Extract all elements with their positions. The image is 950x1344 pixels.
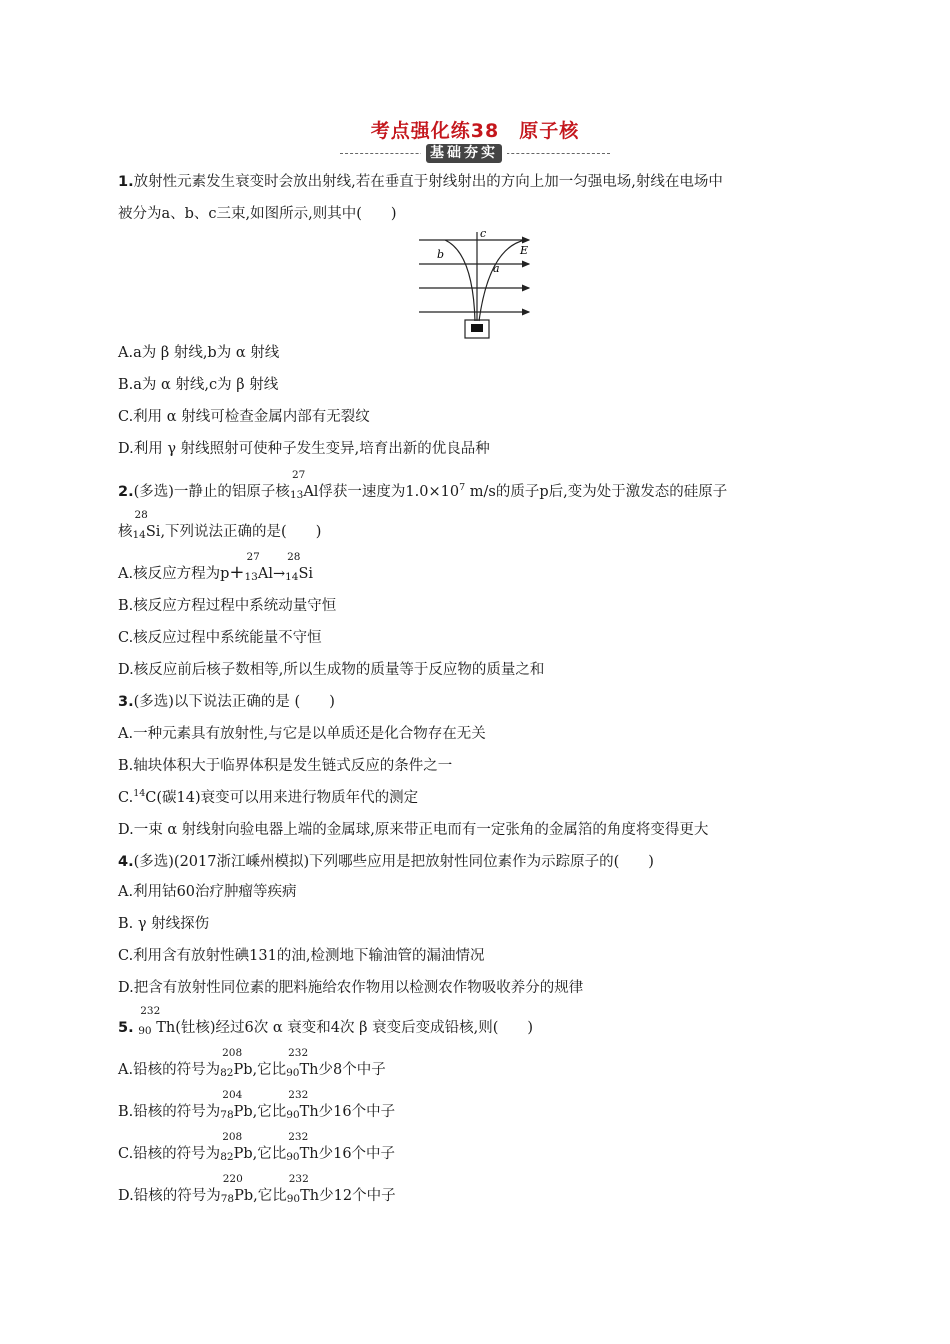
q1-option-c: C.利用 α 射线可检查金属内部有无裂纹 bbox=[118, 409, 370, 425]
section-badge: 基础夯实 bbox=[421, 144, 507, 163]
question-3: 3.(多选)以下说法正确的是 ( ) bbox=[118, 694, 335, 710]
q2-option-b: B.核反应方程过程中系统动量守恒 bbox=[118, 598, 337, 614]
label-b: b bbox=[437, 248, 445, 261]
q1-option-d: D.利用 γ 射线照射可使种子发生变异,培育出新的优良品种 bbox=[118, 441, 490, 457]
q5-option-a: A.铅核的符号为 208 82Pb,它比 232 90Th少8个中子 bbox=[118, 1047, 386, 1079]
question-number: 1. bbox=[118, 174, 134, 190]
q4-option-c: C.利用含有放射性碘131的油,检测地下输油管的漏油情况 bbox=[118, 948, 485, 964]
q3-option-b: B.轴块体积大于临界体积是发生链式反应的条件之一 bbox=[118, 758, 453, 774]
nuclide-th: 232 90 Th bbox=[138, 1005, 176, 1037]
page-title: 考点强化练38 原子核 bbox=[370, 120, 580, 142]
q2-option-d: D.核反应前后核子数相等,所以生成物的质量等于反应物的质量之和 bbox=[118, 662, 545, 678]
q4-option-a: A.利用钴60治疗肿瘤等疾病 bbox=[118, 884, 297, 900]
q3-option-c: C.$^{14}$C(碳14)衰变可以用来进行物质年代的测定 bbox=[118, 788, 419, 806]
q4-option-b: B. γ 射线探伤 bbox=[118, 916, 210, 932]
q1-option-a: A.a为 β 射线,b为 α 射线 bbox=[118, 345, 280, 361]
q2-option-a: A.核反应方程为p+ 27 13Al→ 28 14Si bbox=[118, 551, 314, 583]
q5-option-d: D.铅核的符号为 220 78Pb,它比 232 90Th少12个中子 bbox=[118, 1173, 396, 1205]
q3-option-d: D.一束 α 射线射向验电器上端的金属球,原来带正电而有一定张角的金属箔的角度将变得更大 bbox=[118, 822, 709, 838]
nuclide-si: 28 14Si bbox=[132, 509, 161, 541]
question-5: 5. 232 90 Th(钍核)经过6次 α 衰变和4次 β 衰变后变成铅核,则( ) bbox=[118, 1005, 534, 1037]
nuclide-al: 27 13Al bbox=[289, 469, 319, 501]
question-1-line2: 被分为a、b、c三束,如图所示,则其中( ) bbox=[118, 206, 397, 222]
q5-option-c: C.铅核的符号为 208 82Pb,它比 232 90Th少16个中子 bbox=[118, 1131, 396, 1163]
question-2-line2: 核 28 14Si,下列说法正确的是( ) bbox=[118, 509, 322, 541]
question-4: 4.(多选)(2017浙江嵊州模拟)下列哪些应用是把放射性同位素作为示踪原子的( ) bbox=[118, 854, 654, 870]
label-E: E bbox=[520, 244, 529, 257]
q4-option-d: D.把含有放射性同位素的肥料施给农作物用以检测农作物吸收养分的规律 bbox=[118, 980, 584, 996]
q1-option-b: B.a为 α 射线,c为 β 射线 bbox=[118, 377, 279, 393]
label-a: a bbox=[493, 262, 500, 275]
q2-option-c: C.核反应过程中系统能量不守恒 bbox=[118, 630, 322, 646]
question-1: 1.放射性元素发生衰变时会放出射线,若在垂直于射线射出的方向上加一匀强电场,射线在电场中 bbox=[118, 174, 723, 190]
q3-option-a: A.一种元素具有放射性,与它是以单质还是化合物存在无关 bbox=[118, 726, 486, 742]
radiation-figure bbox=[415, 228, 535, 343]
q5-option-b: B.铅核的符号为 204 78Pb,它比 232 90Th少16个中子 bbox=[118, 1089, 396, 1121]
question-2: 2.(多选)一静止的铝原子核 27 13Al俘获一速度为$1.0\times 10^7$ m/s的质子p后,变为处于激发态的硅原子 bbox=[118, 469, 728, 501]
label-c: c bbox=[480, 228, 487, 240]
